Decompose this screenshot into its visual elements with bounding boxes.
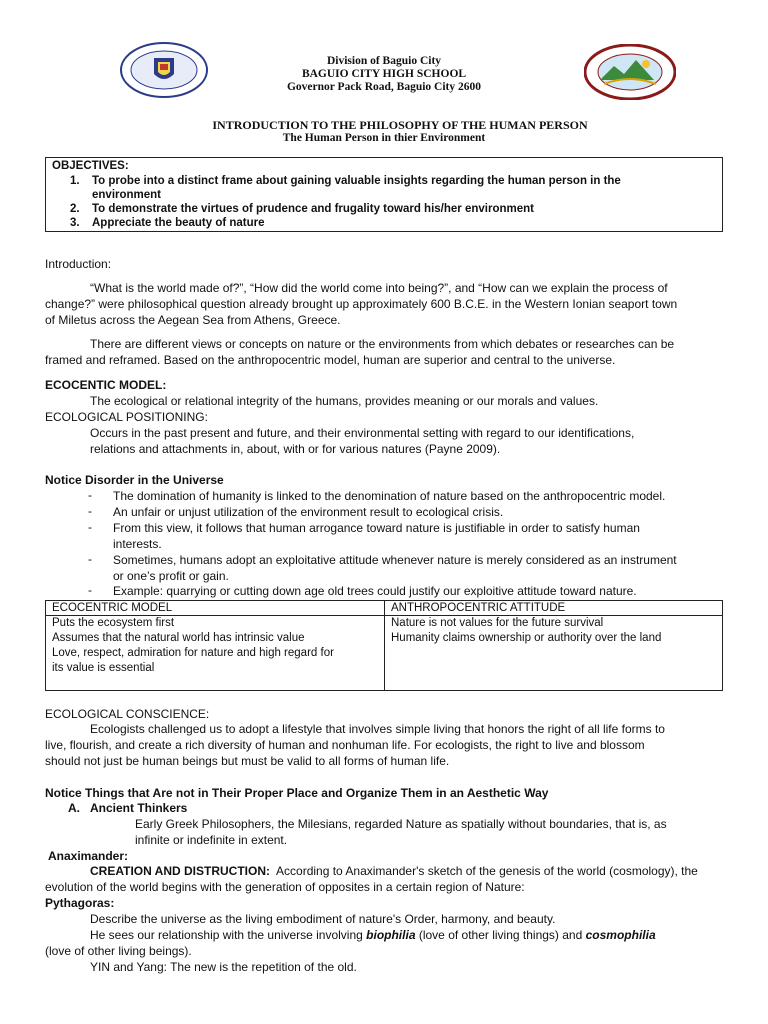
table-cell: Humanity claims ownership or authority over the land [391,632,662,644]
pythagoras-label: Pythagoras: [45,896,115,910]
ecological-positioning-label: ECOLOGICAL POSITIONING: [45,410,208,424]
anaximander-label: Anaximander: [48,849,129,863]
things-heading: Notice Things that Are not in Their Proper Place and Organize Them in an Aesthetic Way [45,786,549,800]
creation-text-continued: evolution of the world begins with the generation of opposites in a certain region of Nature: [45,880,525,894]
disorder-heading: Notice Disorder in the Universe [45,473,224,487]
bullet-dash: - [88,520,92,534]
table-cell: Assumes that the natural world has intrinsic value [52,632,305,644]
conscience-text: live, flourish, and create a rich diversity of human and nonhuman life. For ecologists, the right to live and blossom [45,738,645,752]
positioning-text: Occurs in the past present and future, and their environmental setting with regard to our identifications, [90,426,635,440]
yin-yang-text: YIN and Yang: The new is the repetition of the old. [90,960,357,974]
bullet-dash: - [88,552,92,566]
objective-text: To demonstrate the virtues of prudence and frugality toward his/her environment [92,203,534,215]
ancient-thinkers-subhead: Ancient Thinkers [90,801,188,815]
objective-text: Appreciate the beauty of nature [92,217,265,229]
table-cell: its value is essential [52,662,155,674]
objective-number: 2. [70,203,80,215]
conscience-text: Ecologists challenged us to adopt a lifestyle that involves simple living that honors the right of all life forms to [90,722,665,736]
intro-paragraph-line: “What is the world made of?”, “How did the world come into being?”, and “How can we explain the process of [90,281,668,295]
objective-text: To probe into a distinct frame about gaining valuable insights regarding the human person in the [92,175,621,187]
table-cell: Love, respect, admiration for nature and high regard for [52,647,334,659]
pythagoras-text: Describe the universe as the living embodiment of nature's Order, harmony, and beauty. [90,912,556,926]
disorder-bullet: Sometimes, humans adopt an exploitative attitude whenever nature is merely considered as an instrument [113,553,677,567]
document-title: INTRODUCTION TO THE PHILOSOPHY OF THE HUMAN PERSON [212,118,588,132]
disorder-bullet: An unfair or unjust utilization of the environment result to ecological crisis. [113,505,504,519]
objective-number: 3. [70,217,80,229]
creation-text: According to Anaximander's sketch of the genesis of the world (cosmology), the [276,864,698,878]
table-header-ecocentric: ECOCENTRIC MODEL [52,602,173,614]
bullet-dash: - [88,504,92,518]
disorder-bullet: From this view, it follows that human arrogance toward nature is justifiable in order to satisfy human [113,521,640,535]
disorder-bullet: Example: quarrying or cutting down age old trees could justify our exploitive attitude toward nature. [113,584,637,598]
objectives-heading: OBJECTIVES: [52,160,129,172]
school-seal-logo [584,44,676,100]
document-subtitle: The Human Person in thier Environment [282,132,486,144]
intro-paragraph-line: of Miletus across the Aegean Sea from Athens, Greece. [45,313,341,327]
bullet-dash: - [88,583,92,597]
relationship-line-continued: (love of other living beings). [45,944,192,958]
biophilia-term: biophilia [366,928,416,942]
cosmophilia-term: cosmophilia [585,928,656,942]
intro-paragraph-line: There are different views or concepts on nature or the environments from which debates or researches can be [90,337,675,351]
division-name: Division of Baguio City [326,55,442,67]
creation-line [90,863,723,879]
intro-paragraph-line: framed and reframed. Based on the anthropocentric model, human are superior and central to the universe. [45,353,616,367]
milesians-text: Early Greek Philosophers, the Milesians, regarded Nature as spatially without boundaries, that is, as [135,817,667,831]
creation-label: CREATION AND DISTRUCTION: [90,864,270,878]
conscience-text: should not just be human beings but must be valid to all forms of human life. [45,754,450,768]
objectives-box [45,157,723,232]
table-header-anthropocentric: ANTHROPOCENTRIC ATTITUDE [391,602,566,614]
table-cell: Nature is not values for the future survival [391,617,604,629]
positioning-text: relations and attachments in, about, with or for various natures (Payne 2009). [90,442,501,456]
subhead-letter: A. [68,801,80,815]
conscience-label: ECOLOGICAL CONSCIENCE: [45,707,210,721]
objective-text-continued: environment [92,189,162,201]
bullet-dash: - [88,488,92,502]
objective-number: 1. [70,175,80,187]
disorder-bullet-continued: interests. [113,537,162,551]
relationship-line: He sees our relationship with the universe involving biophilia (love of other living things) and cosmophilia [90,928,656,942]
school-address: Governor Pack Road, Baguio City 2600 [286,81,481,93]
introduction-label: Introduction: [45,257,112,271]
comparison-table [45,600,723,691]
ecocentric-heading: ECOCENTIC MODEL: [45,378,167,392]
disorder-bullet-continued: or one’s profit or gain. [113,569,229,583]
school-name: BAGUIO CITY HIGH SCHOOL [301,68,467,80]
ecocentric-text: The ecological or relational integrity of the humans, provides meaning or our morals and values. [90,394,599,408]
milesians-text: infinite or indefinite in extent. [135,833,288,847]
table-cell: Puts the ecosystem first [52,617,175,629]
intro-paragraph-line: change?” were philosophical question already brought up approximately 600 B.C.E. in the Western Ionian seaport town [45,297,678,311]
disorder-bullet: The domination of humanity is linked to the denomination of nature based on the anthropocentric model. [113,489,666,503]
